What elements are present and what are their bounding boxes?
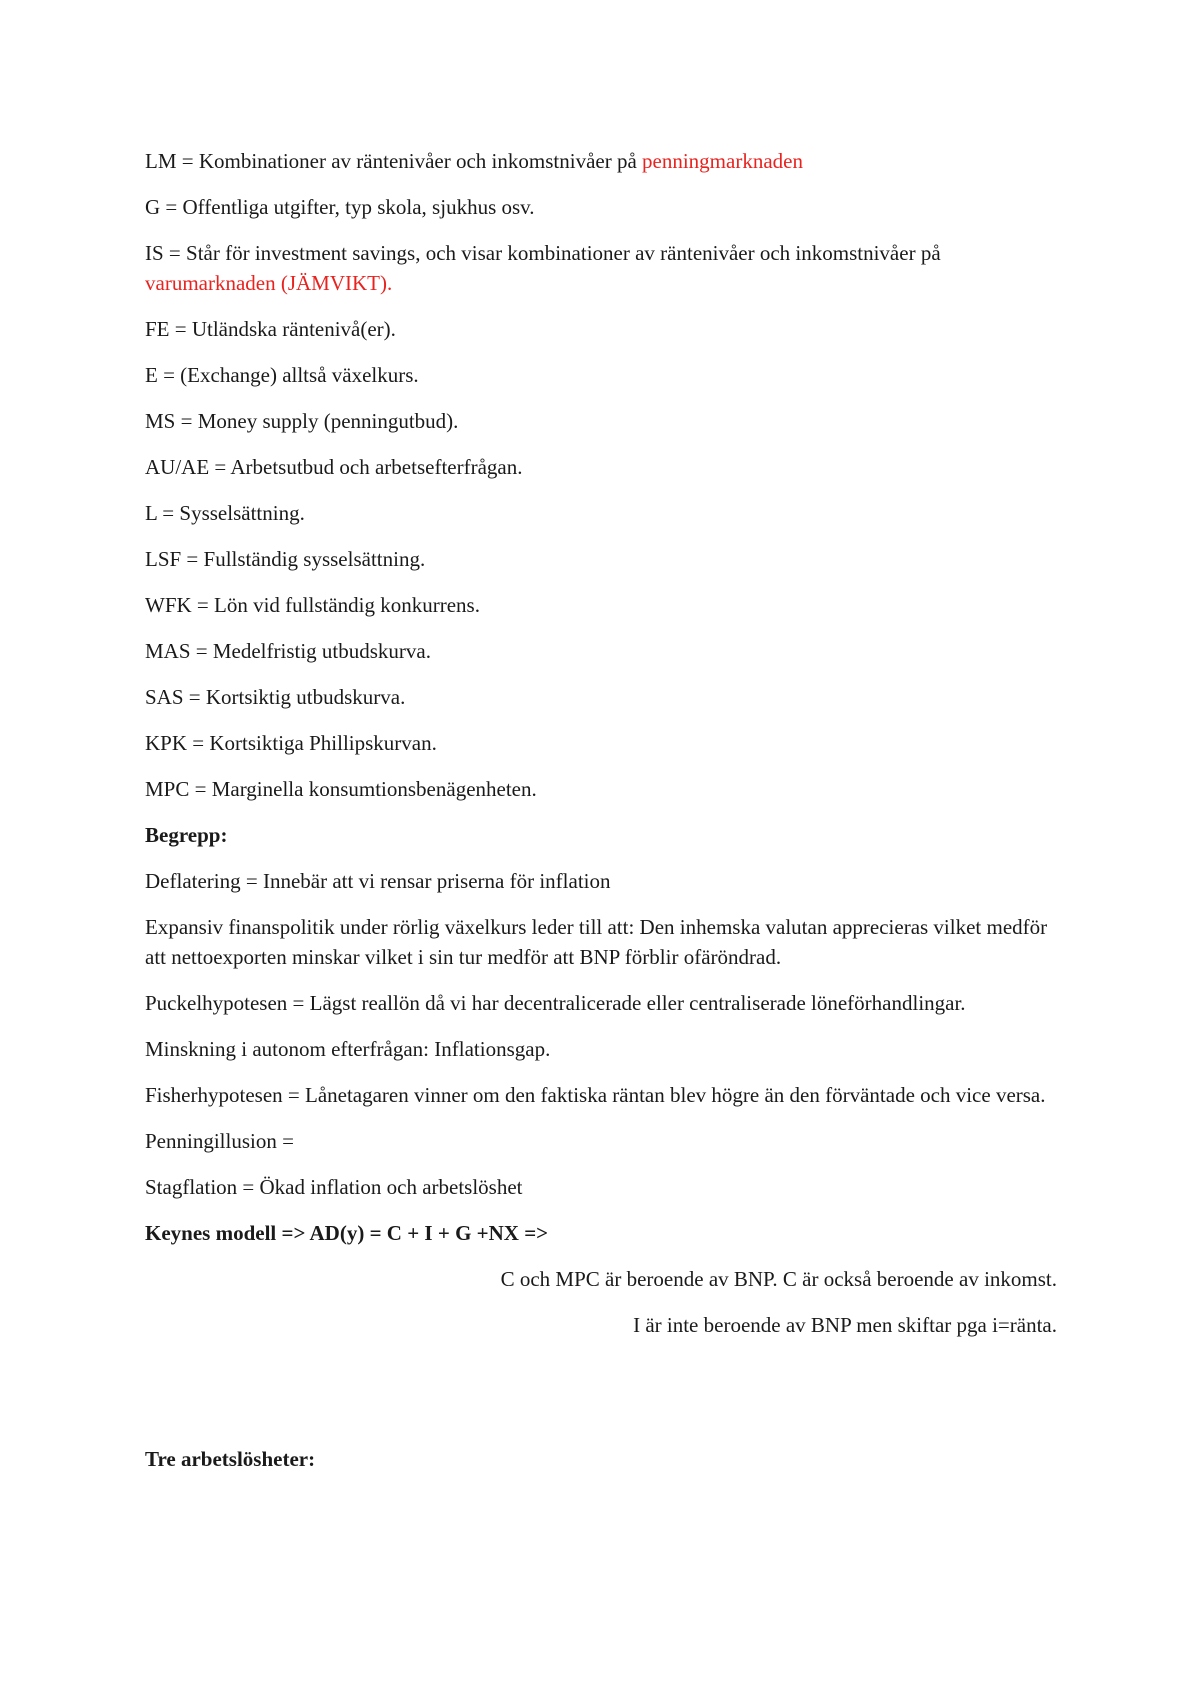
- definition-text: MPC = Marginella konsumtionsbenägenheten.: [145, 777, 537, 801]
- definition-text: MAS = Medelfristig utbudskurva.: [145, 639, 431, 663]
- definition-wfk: [145, 590, 1065, 620]
- definition-kpk: [145, 728, 1065, 758]
- definition-text: AU/AE = Arbetsutbud och arbetsefterfrågan.: [145, 455, 523, 479]
- definition-lsf: [145, 544, 1065, 574]
- begrepp-stagflation: Stagflation = Ökad inflation och arbetslöshet: [145, 1175, 523, 1199]
- definition-text: L = Sysselsättning.: [145, 501, 305, 525]
- definition-text: FE = Utländska räntenivå(er).: [145, 317, 396, 341]
- definition-text: KPK = Kortsiktiga Phillipskurvan.: [145, 731, 437, 755]
- definition-e: [145, 360, 1065, 390]
- definition-lm: [145, 146, 1065, 176]
- definition-text: LSF = Fullständig sysselsättning.: [145, 547, 426, 571]
- definition-highlight: varumarknaden (JÄMVIKT).: [145, 271, 393, 295]
- definition-fe: [145, 314, 1065, 344]
- definition-highlight: penningmarknaden: [642, 149, 803, 173]
- document-body: [145, 146, 1065, 1490]
- begrepp-penningillusion: Penningillusion =: [145, 1129, 294, 1153]
- definition-mpc: [145, 774, 1065, 804]
- keynes-note-i: I är inte beroende av BNP men skiftar pga i=ränta.: [633, 1313, 1057, 1337]
- keynes-heading: Keynes modell => AD(y) = C + I + G +NX =>: [145, 1221, 549, 1245]
- definition-l: [145, 498, 1065, 528]
- definition-text: E = (Exchange) alltså växelkurs.: [145, 363, 419, 387]
- definition-ms: [145, 406, 1065, 436]
- unemployment-heading: Tre arbetslösheter:: [145, 1447, 316, 1471]
- begrepp-heading: Begrepp:: [145, 823, 228, 847]
- definition-sas: [145, 682, 1065, 712]
- keynes-note-c: C och MPC är beroende av BNP. C är också beroende av inkomst.: [500, 1267, 1057, 1291]
- definition-text: WFK = Lön vid fullständig konkurrens.: [145, 593, 480, 617]
- begrepp-expansiv-finanspolitik: Expansiv finanspolitik under rörlig växelkurs leder till att: Den inhemska valutan apprecieras vilket medför att nettoexporten minskar vilket i sin tur medför att BNP förblir ofäröndrad.: [145, 915, 1048, 969]
- definition-text: SAS = Kortsiktig utbudskurva.: [145, 685, 406, 709]
- definition-text: IS = Står för investment savings, och visar kombinationer av räntenivåer och inkomstnivåer på: [145, 241, 941, 265]
- definition-text: MS = Money supply (penningutbud).: [145, 409, 459, 433]
- begrepp-deflatering: Deflatering = Innebär att vi rensar priserna för inflation: [145, 869, 611, 893]
- definition-g: [145, 192, 1065, 222]
- begrepp-puckelhypotesen: Puckelhypotesen = Lägst reallön då vi har decentralicerade eller centraliserade löneförhandlingar.: [145, 991, 966, 1015]
- begrepp-minskning: Minskning i autonom efterfrågan: Inflationsgap.: [145, 1037, 551, 1061]
- definition-mas: [145, 636, 1065, 666]
- definition-text: G = Offentliga utgifter, typ skola, sjukhus osv.: [145, 195, 535, 219]
- begrepp-fisherhypotesen: Fisherhypotesen = Lånetagaren vinner om den faktiska räntan blev högre än den förväntade och vice versa.: [145, 1083, 1046, 1107]
- definition-text: LM = Kombinationer av räntenivåer och inkomstnivåer på: [145, 149, 643, 173]
- definition-is: [145, 238, 1065, 298]
- definition-au-ae: [145, 452, 1065, 482]
